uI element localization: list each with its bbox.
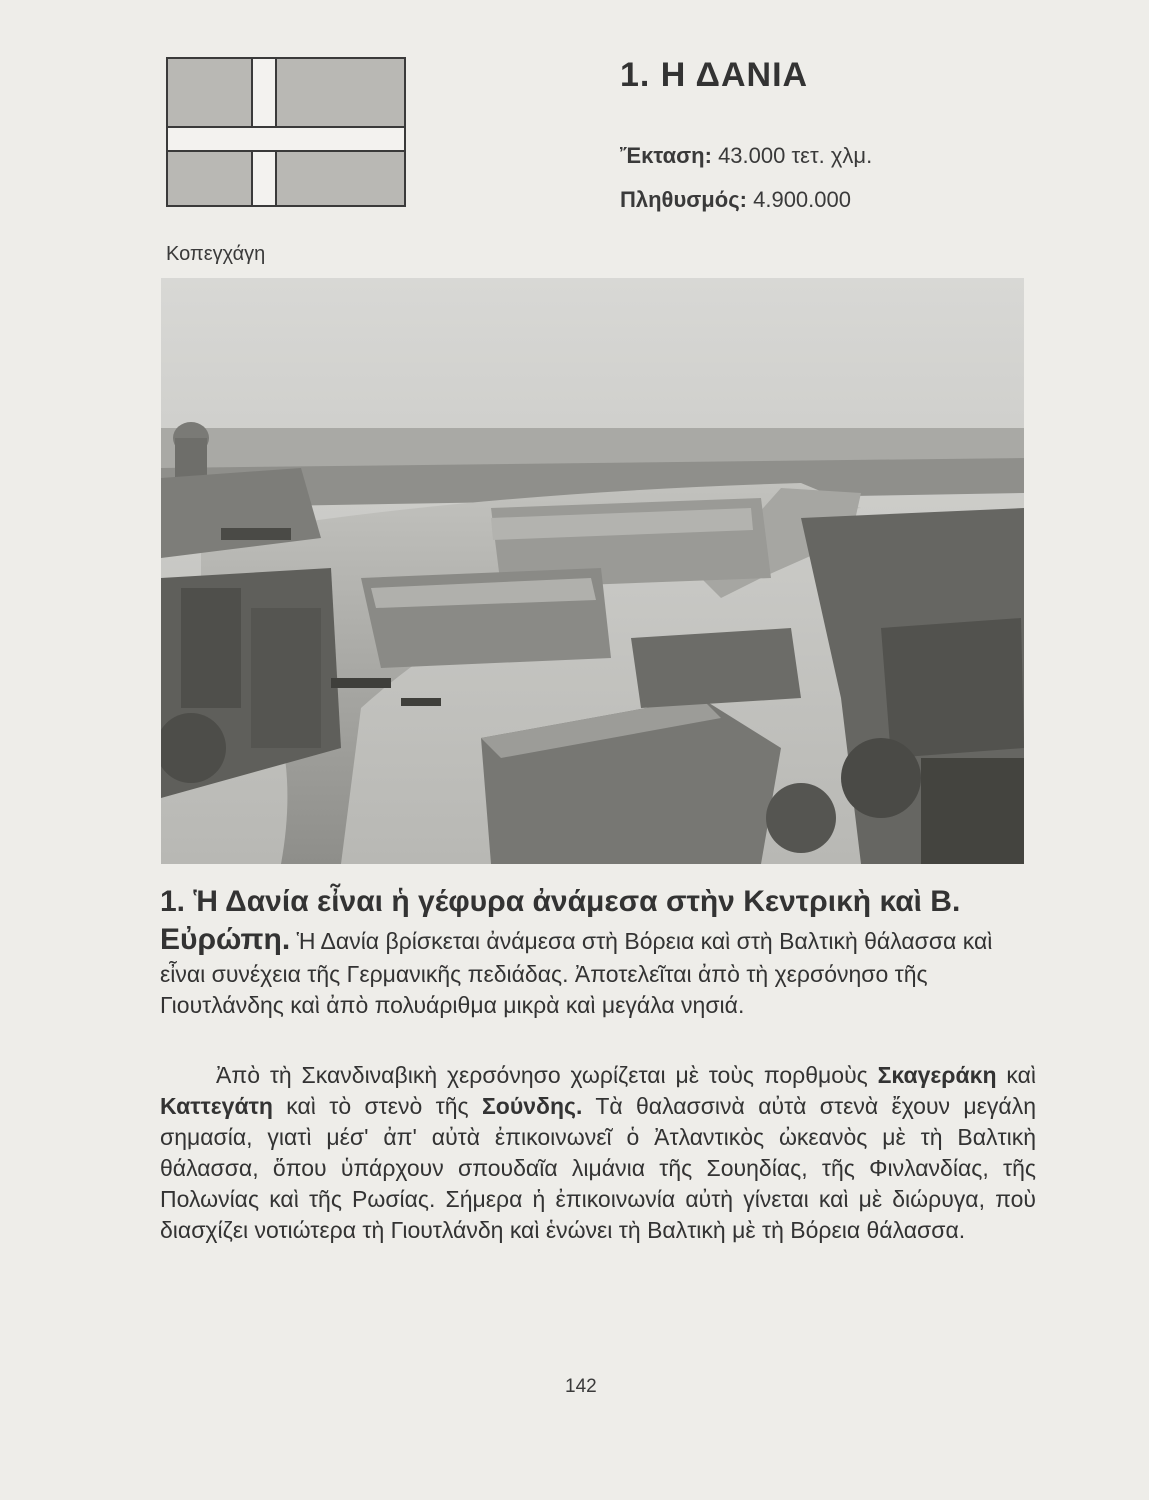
danish-flag: [166, 57, 406, 207]
population-label: Πληθυσμός:: [620, 187, 747, 212]
copenhagen-aerial-illustration: [161, 278, 1024, 864]
strait-skagerrak: Σκαγεράκη: [877, 1062, 997, 1088]
copenhagen-photo: [161, 278, 1024, 864]
paragraph-1: [160, 883, 1036, 1021]
photo-caption: Κοπεγχάγη: [166, 243, 266, 265]
area-label: Ἔκταση:: [620, 143, 712, 168]
paragraph-2-start: Ἀπὸ τὴ Σκανδιναβικὴ χερσόνησο χωρίζεται μὲ τοὺς πορθμοὺς: [216, 1062, 868, 1088]
paragraph-2-mid: καὶ τὸ στενὸ τῆς: [286, 1093, 469, 1119]
paragraph-2: [160, 1060, 1036, 1246]
paragraph-1-text: Ἡ Δανία βρίσκεται ἀνάμεσα στὴ Βόρεια καὶ στὴ Βαλτικὴ θάλασσα καὶ εἶναι συνέχεια τῆς Γερμανικῆς πεδιάδας. Ἀποτελεῖται ἀπὸ τὴ χερσόνησο τῆς Γιουτλάνδης καὶ ἀπὸ πολυάριθμα μικρὰ καὶ μεγάλα νησιά.: [160, 928, 993, 1018]
page-number: 142: [565, 1376, 597, 1397]
population-value: 4.900.000: [753, 187, 851, 212]
flag-cross-horizontal: [168, 126, 404, 152]
area-value: 43.000 τετ. χλμ.: [718, 143, 873, 168]
conjunction: καὶ: [1006, 1062, 1037, 1088]
strait-kattegat: Καττεγάτη: [160, 1093, 273, 1119]
chapter-title: 1. Η ΔΑΝΙΑ: [620, 56, 809, 94]
paragraph-2-rest: Τὰ θαλασσινὰ αὐτὰ στενὰ ἔχουν μεγάλη σημασία, γιατὶ μέσ' ἀπ' αὐτὰ ἐπικοινωνεῖ ὁ Ἀτλαντικὸς ὠκεανὸς μὲ τὴ Βαλτικὴ θάλασσα, ὅπου ὑπάρχουν σπουδαῖα λιμάνια τῆς Σουηδίας, τῆς Φινλανδίας, τῆς Πολωνίας καὶ τῆς Ρωσίας. Σήμερα ἡ ἐπικοινωνία αὐτὴ γίνεται καὶ μὲ διώρυγα, ποὺ διασχίζει νοτιώτερα τὴ Γιουτλάνδη καὶ ἑνώνει τὴ Βαλτικὴ μὲ τὴ Βόρεια θάλασσα.: [160, 1093, 1036, 1243]
area-fact: [620, 143, 872, 169]
section-heading: 1. Ἡ Δανία εἶναι ἡ γέφυρα ἀνάμεσα στὴν Κεντρικὴ καὶ Β. Εὐρώπη.: [160, 885, 961, 956]
flag-cross-center: [253, 128, 275, 150]
population-fact: [620, 187, 851, 213]
strait-sound: Σούνδης.: [481, 1093, 583, 1119]
